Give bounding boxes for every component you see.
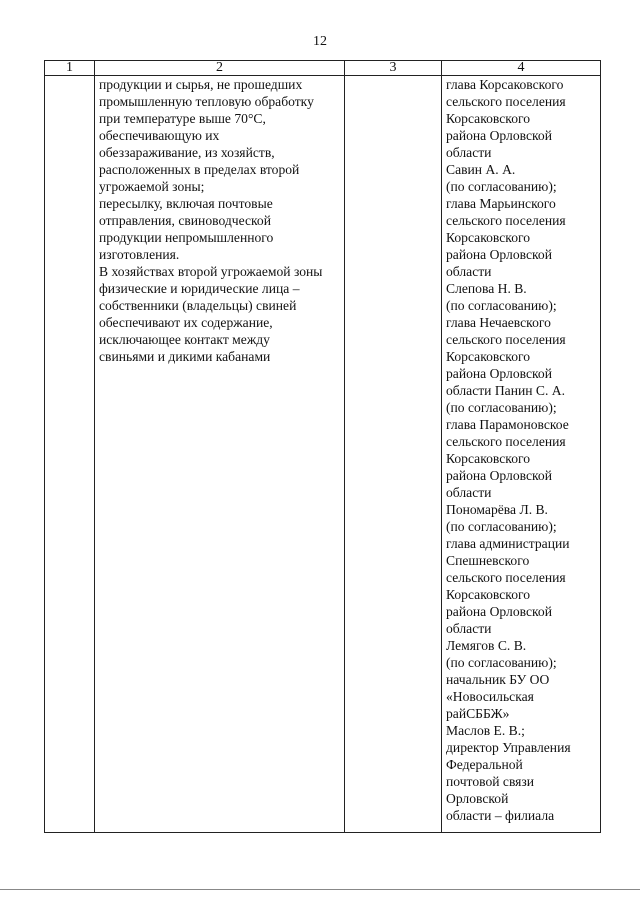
text-line: Слепова Н. В. <box>446 281 527 296</box>
column-header-4: 4 <box>442 61 601 76</box>
text-line: Пономарёва Л. В. <box>446 502 548 517</box>
text-line: Корсаковского <box>446 451 531 466</box>
text-line: Корсаковского <box>446 587 531 602</box>
bottom-edge-line <box>0 889 640 890</box>
text-line: «Новосильская <box>446 689 534 704</box>
text-line: физические и юридические лица – <box>99 281 300 296</box>
text-line: почтовой связи <box>446 774 535 789</box>
column-header-2: 2 <box>95 61 345 76</box>
text-line: Федеральной <box>446 757 523 772</box>
text-line: района Орловской <box>446 247 552 262</box>
text-line: исключающее контакт между <box>99 332 270 347</box>
text-line: обеспечивающую их <box>99 128 220 143</box>
text-line: глава Парамоновское <box>446 417 569 432</box>
column-header-1: 1 <box>45 61 95 76</box>
cell-measures <box>95 76 345 833</box>
text-line: (по согласованию); <box>446 298 557 313</box>
text-line: сельского поселения <box>446 332 566 347</box>
text-line: райСББЖ» <box>446 706 510 721</box>
text-line: угрожаемой зоны; <box>99 179 205 194</box>
text-line: свиньями и дикими кабанами <box>99 349 271 364</box>
text-line: обеззараживание, из хозяйств, <box>99 145 275 160</box>
cell-responsible <box>442 76 601 833</box>
table-header-row <box>45 61 601 76</box>
text-line: области <box>446 621 492 636</box>
text-line: (по согласованию); <box>446 655 557 670</box>
page-number: 12 <box>313 34 327 49</box>
text-line: отправления, свиноводческой <box>99 213 271 228</box>
text-line: Корсаковского <box>446 230 531 245</box>
text-line: расположенных в пределах второй <box>99 162 300 177</box>
cell-col-1 <box>45 76 95 833</box>
text-line: Корсаковского <box>446 111 531 126</box>
text-line: Лемягов С. В. <box>446 638 527 653</box>
text-line: директор Управления <box>446 740 571 755</box>
measures-table <box>44 60 601 833</box>
text-line: района Орловской <box>446 128 552 143</box>
text-line: сельского поселения <box>446 434 566 449</box>
text-line: сельского поселения <box>446 213 566 228</box>
text-line: В хозяйствах второй угрожаемой зоны <box>99 264 323 279</box>
column-header-3: 3 <box>345 61 442 76</box>
text-line: сельского поселения <box>446 94 566 109</box>
text-line: собственники (владельцы) свиней <box>99 298 297 313</box>
text-line: изготовления. <box>99 247 180 262</box>
text-line: глава Марьинского <box>446 196 556 211</box>
text-line: промышленную тепловую обработку <box>99 94 314 109</box>
text-line: глава Корсаковского <box>446 77 564 92</box>
text-line: продукции и сырья, не прошедших <box>99 77 303 92</box>
text-line: области <box>446 145 492 160</box>
text-line: обеспечивают их содержание, <box>99 315 273 330</box>
table-row <box>45 76 601 833</box>
text-line: (по согласованию); <box>446 179 557 194</box>
text-line: района Орловской <box>446 604 552 619</box>
text-line: (по согласованию); <box>446 400 557 415</box>
text-line: начальник БУ ОО <box>446 672 550 687</box>
text-line: района Орловской <box>446 366 552 381</box>
text-line: Корсаковского <box>446 349 531 364</box>
text-line: Спешневского <box>446 553 530 568</box>
text-line: сельского поселения <box>446 570 566 585</box>
text-line: области Панин С. А. <box>446 383 565 398</box>
text-line: Маслов Е. В.; <box>446 723 525 738</box>
text-line: области <box>446 264 492 279</box>
text-line: глава администрации <box>446 536 570 551</box>
cell-col-3 <box>345 76 442 833</box>
text-line: области – филиала <box>446 808 555 823</box>
text-line: Орловской <box>446 791 509 806</box>
text-line: глава Нечаевского <box>446 315 551 330</box>
text-line: области <box>446 485 492 500</box>
text-line: при температуре выше 70°С, <box>99 111 266 126</box>
text-line: района Орловской <box>446 468 552 483</box>
text-line: (по согласованию); <box>446 519 557 534</box>
text-line: пересылку, включая почтовые <box>99 196 273 211</box>
text-line: продукции непромышленного <box>99 230 274 245</box>
text-line: Савин А. А. <box>446 162 516 177</box>
